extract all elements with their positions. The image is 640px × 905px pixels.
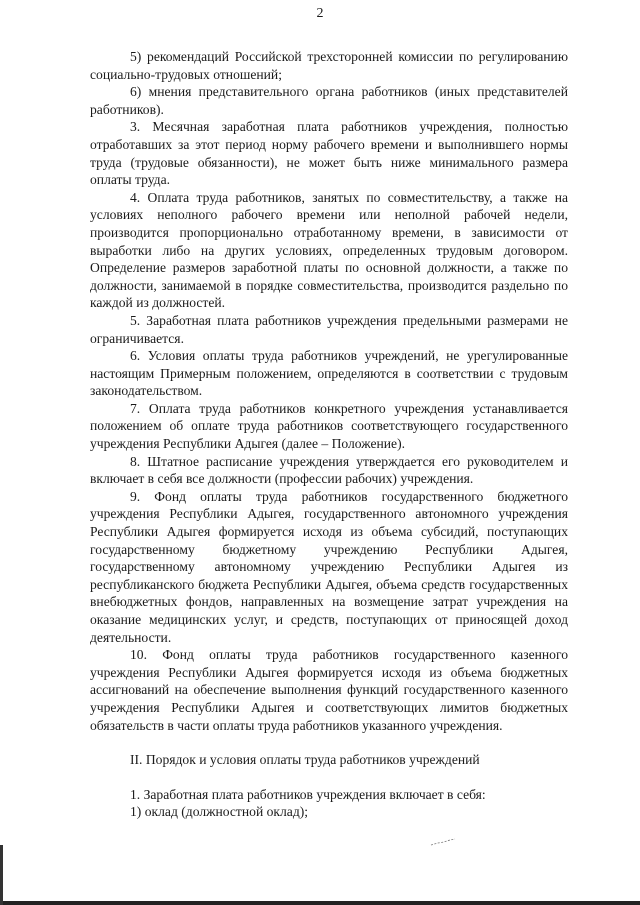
paragraph-10-state-fund: 10. Фонд оплаты труда работников государственного казенного учреждения Республики Адыгея формируется исходя из объема бюджетных ассигнований на обеспечение выполнения функций государственного казенного учреждения Республики Адыгея и соответствующих лимитов бюджетных обязательств в части оплаты труда работников указанного учреждения. [90, 647, 568, 733]
scan-edge-bottom [0, 901, 640, 905]
scan-edge-left [0, 845, 3, 905]
paragraph-item-5-recommendations: 5) рекомендаций Российской трехсторонней комиссии по регулированию социально-трудовых отношений; [90, 49, 568, 82]
section-paragraph-1-salary-includes: 1. Заработная плата работников учреждения включает в себя: [130, 786, 486, 802]
paragraph-5-no-limits: 5. Заработная плата работников учреждения предельными размерами не ограничивается. [90, 312, 568, 346]
paragraph-8-staff-schedule: 8. Штатное расписание учреждения утверждается его руководителем и включает в себя все должности (профессии рабочих) учреждения. [90, 453, 568, 487]
paragraph-9-budget-fund: 9. Фонд оплаты труда работников государственного бюджетного учреждения Республики Адыгея, государственного автономного учреждения Республики Адыгея формируется исходя из объема субсидий, поступающих государственному бюджетному учреждению Республики Адыгея, государственному автономному учреждению Республики Адыгея из республиканского бюджета Республики Адыгея, объема средств государственных внебюджетных фондов, направленных на возмещение затрат учреждения на оказание медицинских услуг, и средств, поступающих от приносящей доход деятельности. [90, 488, 568, 645]
scan-smudge-mark [430, 838, 456, 846]
paragraph-6-labor-law: 6. Условия оплаты труда работников учреждений, не урегулированные настоящим Примерным положением, определяются в соответствии с трудовым законодательством. [90, 348, 568, 399]
paragraph-item-6-representative-opinion: 6) мнения представительного органа работников (иных представителей работников). [90, 84, 568, 117]
paragraph-7-regulation: 7. Оплата труда работников конкретного учреждения устанавливается положением об оплате труда работников соответствующего государственного учреждения Республики Адыгея (далее – Положение). [90, 400, 568, 452]
section-heading: II. Порядок и условия оплаты труда работников учреждений [130, 752, 480, 768]
page-number: 2 [316, 6, 324, 21]
section-paragraph-1-base-salary: 1) оклад (должностной оклад); [130, 804, 309, 820]
document-body [90, 48, 568, 821]
paragraph-4-part-time: 4. Оплата труда работников, занятых по совместительству, а также на условиях неполного рабочего времени или неполной рабочей недели, производится пропорционально отработанному времени, в зависимости от выработки либо на других условиях, определенных трудовым договором. Определение размеров заработной платы по основной должности, а также по должности, занимаемой в порядке совместительства, производится раздельно по каждой из должностей. [90, 189, 568, 311]
paragraph-3-minimum-wage: 3. Месячная заработная плата работников учреждения, полностью отработавших за этот период норму рабочего времени и выполнившего нормы труда (трудовые обязанности), не может быть ниже минимального размера оплаты труда. [90, 119, 568, 188]
